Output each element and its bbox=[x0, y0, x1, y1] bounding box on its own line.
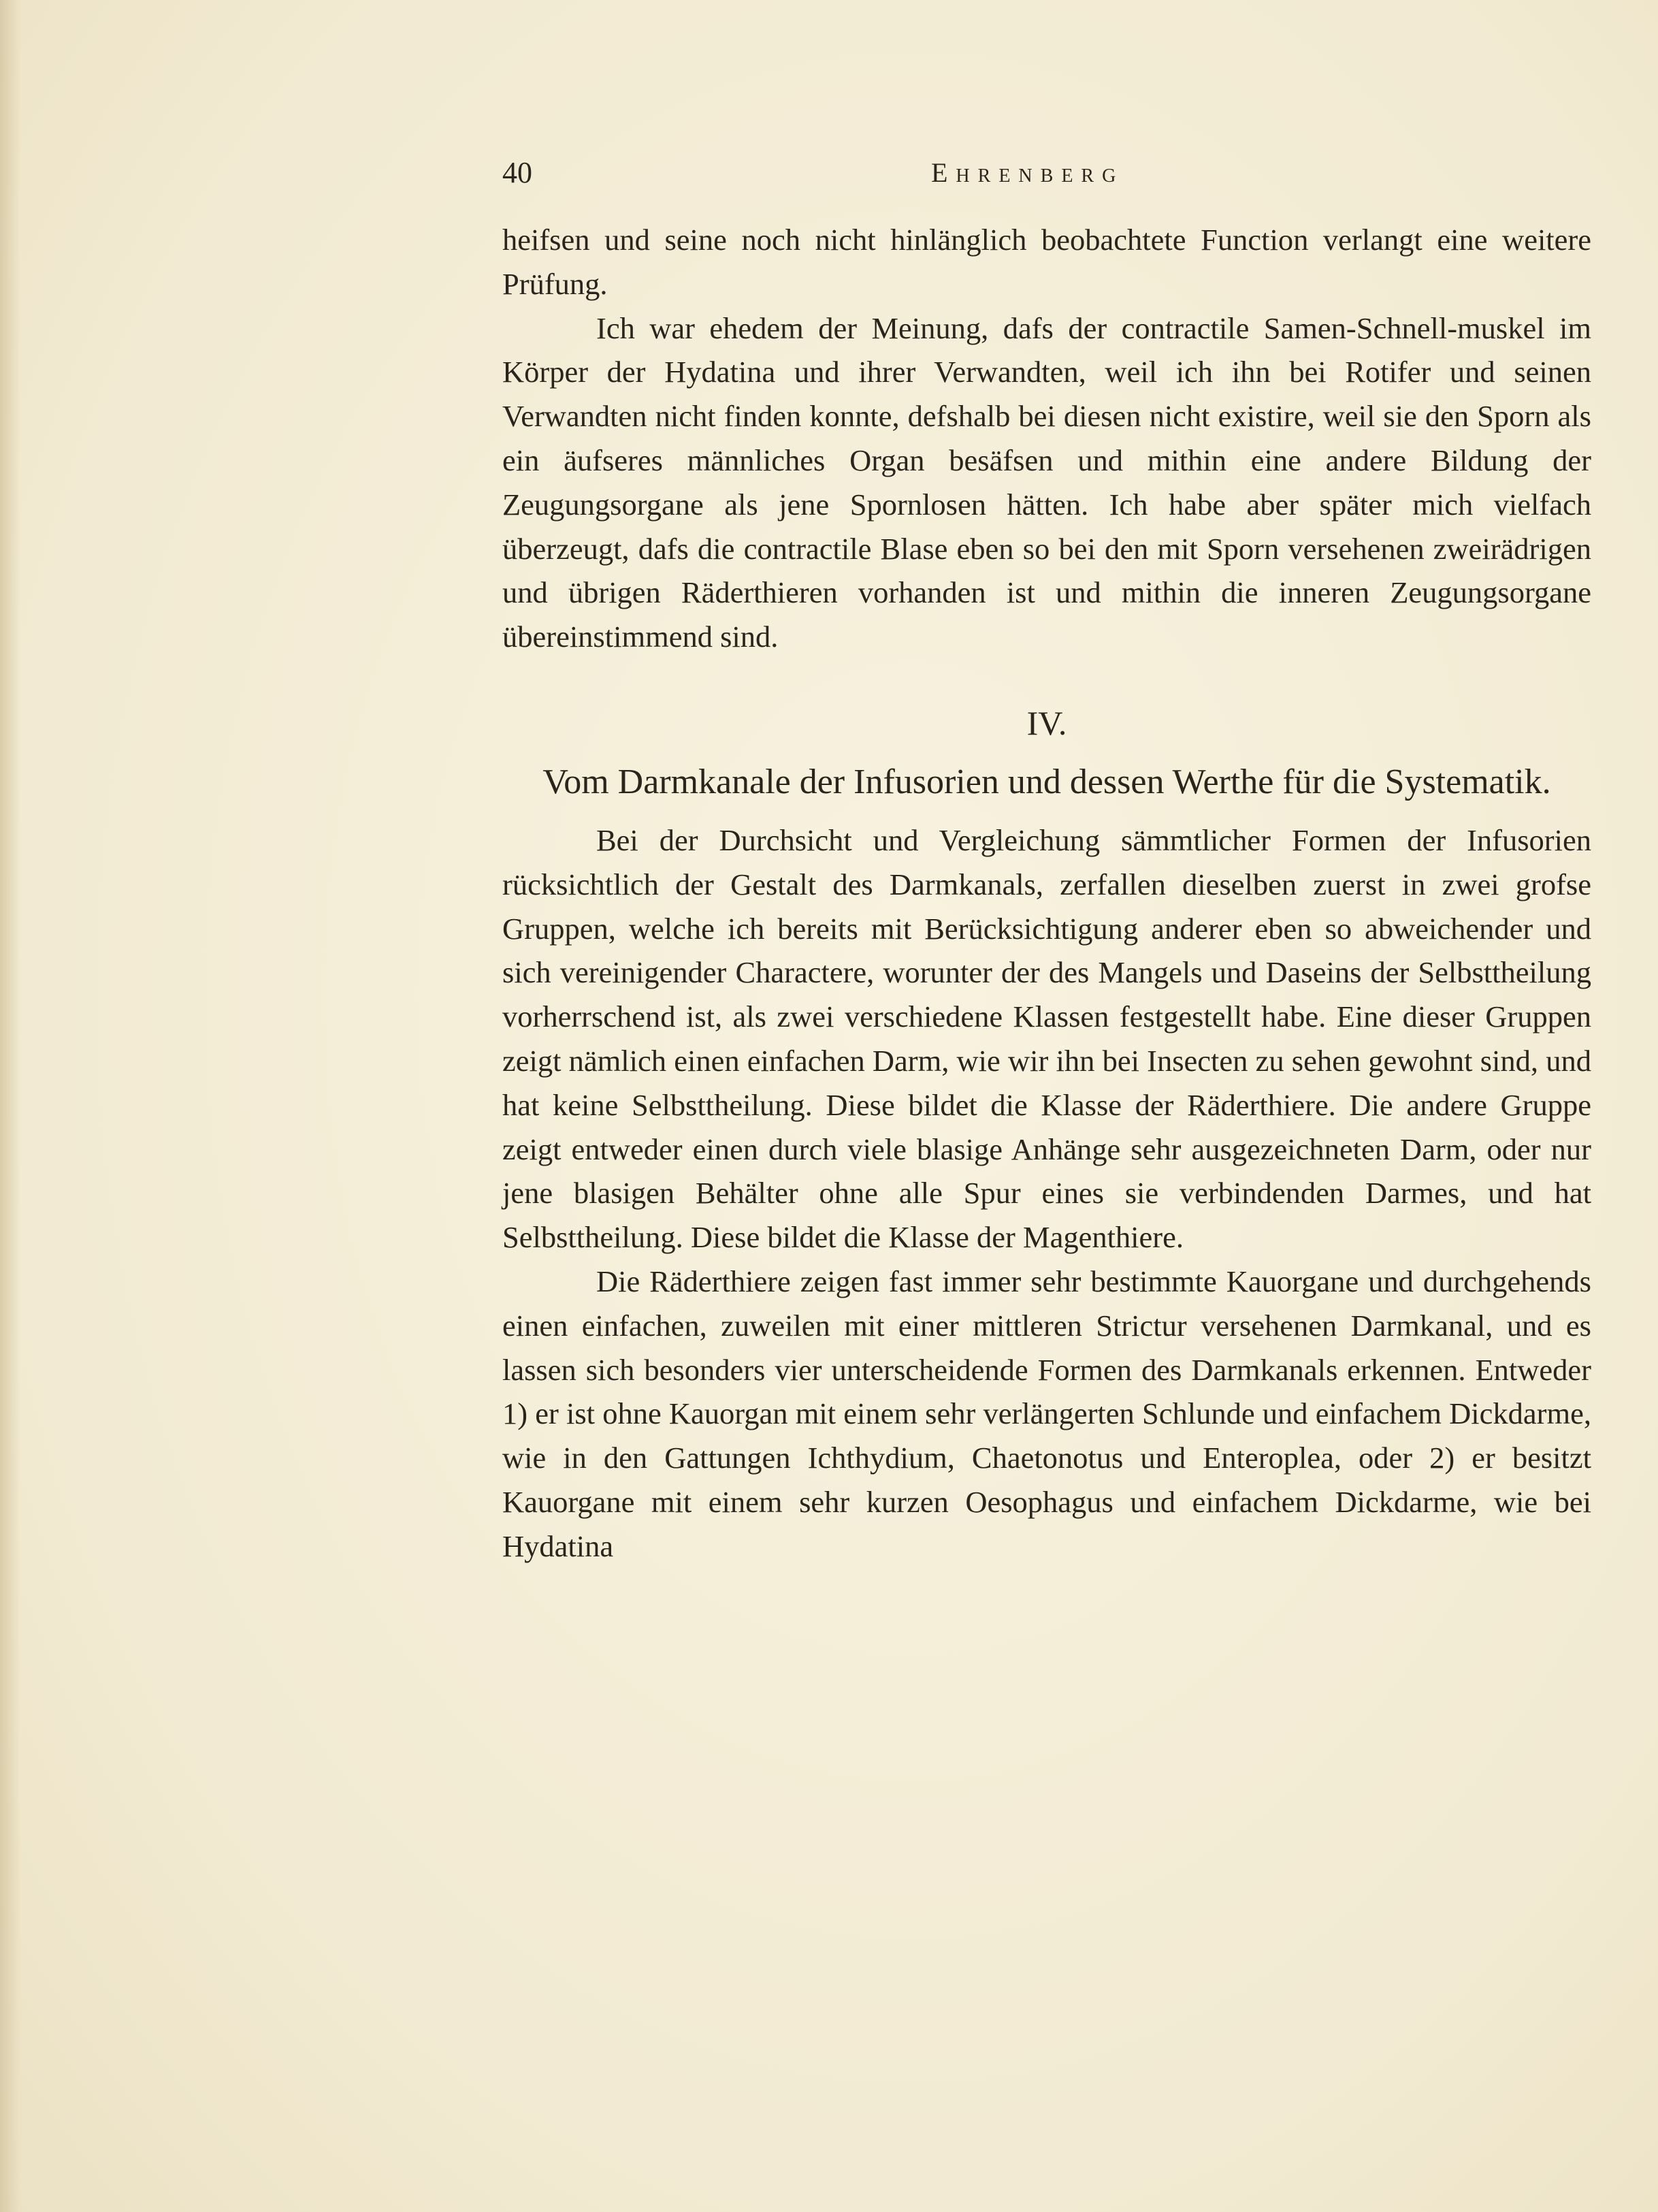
paragraph-2: Ich war ehedem der Meinung, dafs der contractile Samen-Schnell-muskel im Körper der Hydatina und ihrer Verwandten, weil ich ihn bei Rotifer und seinen Verwandten nicht finden konnte, defshalb bei diesen nicht existire, weil sie den Sporn als ein äufseres männliches Organ besäfsen und mithin eine andere Bildung der Zeugungsorgane als jene Spornlosen hätten. Ich habe aber später mich vielfach überzeugt, dafs die contractile Blase eben so bei den mit Sporn versehenen zweirädrigen und übrigen Räderthieren vorhanden ist und mithin die inneren Zeugungsorgane übereinstimmend sind. bbox=[502, 310, 1591, 654]
running-head: Ehrenberg bbox=[931, 157, 1124, 188]
body-text bbox=[502, 218, 1591, 1569]
section-number: IV. bbox=[1026, 703, 1067, 742]
page-number: 40 bbox=[502, 156, 532, 189]
page-edge bbox=[0, 0, 20, 2212]
paragraph-3: Bei der Durchsicht und Vergleichung sämmtlicher Formen der Infusorien rücksichtlich der Gestalt des Darmkanals, zerfallen dieselben zuerst in zwei grofse Gruppen, welche ich bereits mit Berücksichtigung anderer eben so abweichender und sich vereinigender Charactere, worunter der des Mangels und Daseins der Selbsttheilung vorherrschend ist, als zwei verschiedene Klassen festgestellt habe. Eine dieser Gruppen zeigt nämlich einen einfachen Darm, wie wir ihn bei Insecten zu sehen gewohnt sind, und hat keine Selbsttheilung. Diese bildet die Klasse der Räderthiere. Die andere Gruppe zeigt entweder einen durch viele blasige Anhänge sehr ausgezeichneten Darm, oder nur jene blasigen Behälter ohne alle Spur eines sie verbindenden Darmes, und hat Selbsttheilung. Diese bildet die Klasse der Magenthiere. bbox=[502, 822, 1591, 1255]
page-header bbox=[502, 155, 1591, 196]
paragraph-1: heifsen und seine noch nicht hinlänglich beobachtete Function verlangt eine weitere Prüfung. bbox=[502, 223, 1591, 301]
section-title: Vom Darmkanale der Infusorien und dessen Werthe für die Systematik. bbox=[542, 762, 1551, 801]
paragraph-4: Die Räderthiere zeigen fast immer sehr bestimmte Kauorgane und durchgehends einen einfachen, zuweilen mit einer mittleren Strictur versehenen Darmkanal, und es lassen sich besonders vier unterscheidende Formen des Darmkanals erkennen. Entweder 1) er ist ohne Kauorgan mit einem sehr verlängerten Schlunde und einfachem Dickdarme, wie in den Gattungen Ichthydium, Chaetonotus und Enteroplea, oder 2) er besitzt Kauorgane mit einem sehr kurzen Oesophagus und einfachem Dickdarme, wie bei Hydatina bbox=[502, 1264, 1591, 1563]
